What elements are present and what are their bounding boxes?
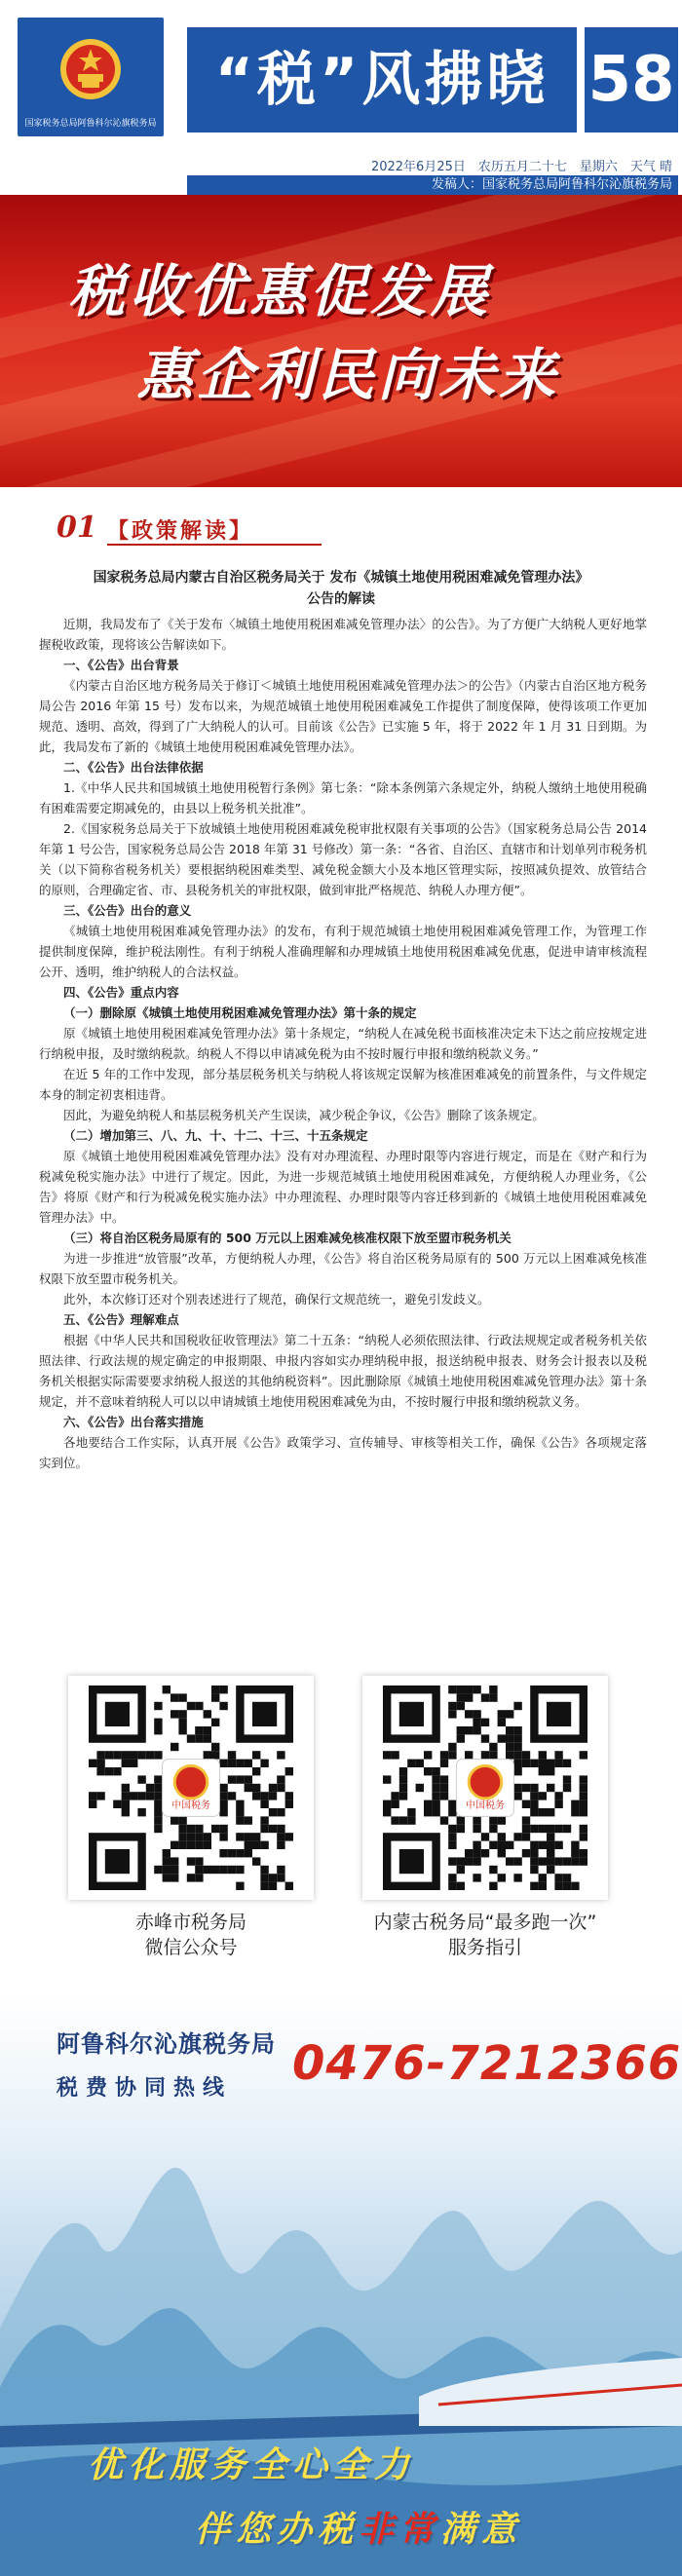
qr-caption-line: 微信公众号 [144,1937,238,1958]
qr-logo-text: 中国税务 [171,1800,210,1811]
qr-card-wechat [68,1676,314,1900]
tax-emblem-icon [58,37,123,101]
paragraph: 《城镇土地使用税困难减免管理办法》的发布，有利于规范城镇土地使用税困难减免管理工作，为管理工作提供制度保障，维护税法刚性。有利于纳税人准确理解和办理城镇土地使用税困难减免优惠，促进申请审核流程公开、透明，维护纳税人的合法权益。 [39,924,647,979]
section-tag [57,509,320,548]
section-label: 【政策解读】 [107,519,254,544]
qr-caption-line: 服务指引 [447,1937,522,1958]
article [0,487,682,1676]
section-heading: 一、《公告》出台背景 [63,658,179,672]
hotline-label: 税费协同热线 [57,2076,233,2101]
paragraph: 根据《中华人民共和国税收征收管理法》第二十五条：“纳税人必须依照法律、行政法规规定或者税务机关依照法律、行政法规的规定确定的申报期限、申报内容如实办理纳税申报，报送纳税申报表、财务会计报表以及税务机关根据实际需要要求纳税人报送的其他纳税资料”。因此删除原《城镇土地使用税困难减免管理办法》第十条规定，并不意味着纳税人可以以申请城镇土地使用税困难减免为由，不按时履行申报和缴纳税款义务。 [39,1333,647,1409]
slogan-line-2 [195,2502,522,2552]
paragraph: 《内蒙古自治区地方税务局关于修订＜城镇土地使用税困难减免管理办法＞的公告》（内蒙古自治区地方税务局公告 2016 年第 15 号）发布以来，为规范城镇土地使用税困难减免工作提供了制度保障，使得该项工作更加规范、透明、高效，得到了广大纳税人的认可。目前该《公告》已实施 5 年，将于 2022 年 1 月 31 日到期。为此，我局发布了新的《城镇土地使用税困难减免管理办法》。 [39,678,647,754]
logo-caption: 国家税务总局阿鲁科尔沁旗税务局 [24,119,157,129]
slogan-part: 伴您办税 [195,2510,360,2550]
paragraph: 近期，我局发布了《关于发布〈城镇土地使用税困难减免管理办法〉的公告》。为了方便广大纳税人更好地掌握税收政策，现将该公告解读如下。 [39,617,647,652]
wechat-qr-code[interactable] [89,1686,293,1890]
newsletter-title: “税”风拂晓 [214,46,549,114]
date-line: 2022年6月25日 农历五月二十七 星期六 天气 晴 [370,160,672,174]
issuer-line: 发稿人：国家税务总局阿鲁科尔沁旗税务局 [187,175,678,195]
banner-headline-1: 税收优惠促发展 [68,258,492,324]
qr-code-section [0,1676,682,1997]
qr-caption-line: 内蒙古税务局“最多跑一次” [373,1912,597,1933]
paragraph: 2.《国家税务总局关于下放城镇土地使用税困难减免税审批权限有关事项的公告》（国家税务总局公告 2014 年第 1 号公告，国家税务总局公告 2018 年第 31 号修改）第一条：“各省、自治区、直辖市和计划单列市税务机关（以下简称省税务机关）要根据纳税困难类型、减免税金额大小及本地区管理实际，按照减负提效、放管结合的原则，合理确定省、市、县税务机关的审批权限，做到审批严格规范、纳税人办理方便”。 [39,821,647,897]
issue-number: 58 [585,27,678,133]
sub-heading: （三）将自治区税务局原有的 500 万元以上困难减免核准权限下放至盟市税务机关 [63,1231,512,1245]
tax-bureau-logo [18,18,164,136]
paragraph: 原《城镇土地使用税困难减免管理办法》没有对办理流程、办理时限等内容进行规定，而是在《财产和行为税减免税实施办法》中进行了规定。因此，为进一步规范城镇土地使用税困难减免，方便纳税人办理业务，《公告》将原《财产和行为税减免税实施办法》中办理流程、办理时限等内容迁移到新的《城镇土地使用税困难减免管理办法》中。 [39,1149,647,1225]
banner-headline-2: 惠企利民向未来 [136,342,560,408]
qr-caption-service-guide [349,1910,622,1960]
paragraph: 原《城镇土地使用税困难减免管理办法》第十条规定，“纳税人在减免税书面核准决定未下达之前应按规定进行纳税申报，及时缴纳税款。纳税人不得以申请减免税为由不按时履行申报和缴纳税款义务。” [39,1026,647,1061]
slogan-highlight: 非常 [359,2510,441,2550]
tax-emblem-icon [174,1765,208,1799]
slogan-part: 满意 [440,2510,523,2550]
article-title-line-2: 公告的解读 [307,591,375,607]
paragraph: 1.《中华人民共和国城镇土地使用税暂行条例》第七条：“除本条例第六条规定外，纳税人缴纳土地使用税确有困难需要定期减免的，由县以上税务机关批准”。 [39,780,647,815]
newsletter-title-box [187,27,577,133]
paragraph: 各地要结合工作实际，认真开展《公告》政策学习、宣传辅导、审核等相关工作，确保《公告》各项规定落实到位。 [39,1435,647,1470]
section-heading: 三、《公告》出台的意义 [63,903,192,918]
hotline-org: 阿鲁科尔沁旗税务局 [57,2030,276,2058]
qr-caption-line: 赤峰市税务局 [134,1912,246,1933]
article-body [39,614,647,1473]
paragraph: 为进一步推进“放管服”改革，方便纳税人办理，《公告》将自治区税务局原有的 500 万元以上困难减免核准权限下放至盟市税务机关。 [39,1251,647,1286]
qr-logo-text: 中国税务 [466,1800,505,1811]
section-heading: 二、《公告》出台法律依据 [63,760,204,775]
footer-poster [0,1997,682,2576]
paragraph: 因此，为避免纳税人和基层税务机关产生误读，减少税企争议，《公告》删除了该条规定。 [63,1108,545,1122]
article-title-line-1: 国家税务总局内蒙古自治区税务局关于 发布《城镇土地使用税困难减免管理办法》 [93,570,589,586]
section-heading: 五、《公告》理解难点 [63,1312,179,1327]
masthead [0,0,682,195]
qr-card-service-guide [362,1676,608,1900]
paragraph: 在近 5 年的工作中发现，部分基层税务机关与纳税人将该规定误解为核准困难减免的前置条件，与文件规定本身的制定初衷相违背。 [39,1067,647,1102]
tax-emblem-icon [469,1765,502,1799]
hotline-number[interactable]: 0476-7212366 [292,2036,682,2091]
hero-banner [0,195,682,487]
paragraph: 此外，本次修订还对个别表述进行了规范，确保行文规范统一，避免引发歧义。 [63,1292,490,1307]
service-guide-qr-code[interactable] [383,1686,587,1890]
qr-caption-wechat [55,1910,327,1960]
sub-heading: （二）增加第三、八、九、十、十二、十三、十五条规定 [63,1128,368,1143]
section-heading: 四、《公告》重点内容 [63,985,179,1000]
article-title [29,567,653,610]
section-number: 01 [57,511,97,545]
section-heading: 六、《公告》出台落实措施 [63,1415,204,1429]
slogan-line-1: 优化服务全心全力 [88,2445,416,2485]
section-underline [107,544,322,546]
sub-heading: （一）删除原《城镇土地使用税困难减免管理办法》第十条的规定 [63,1005,417,1020]
